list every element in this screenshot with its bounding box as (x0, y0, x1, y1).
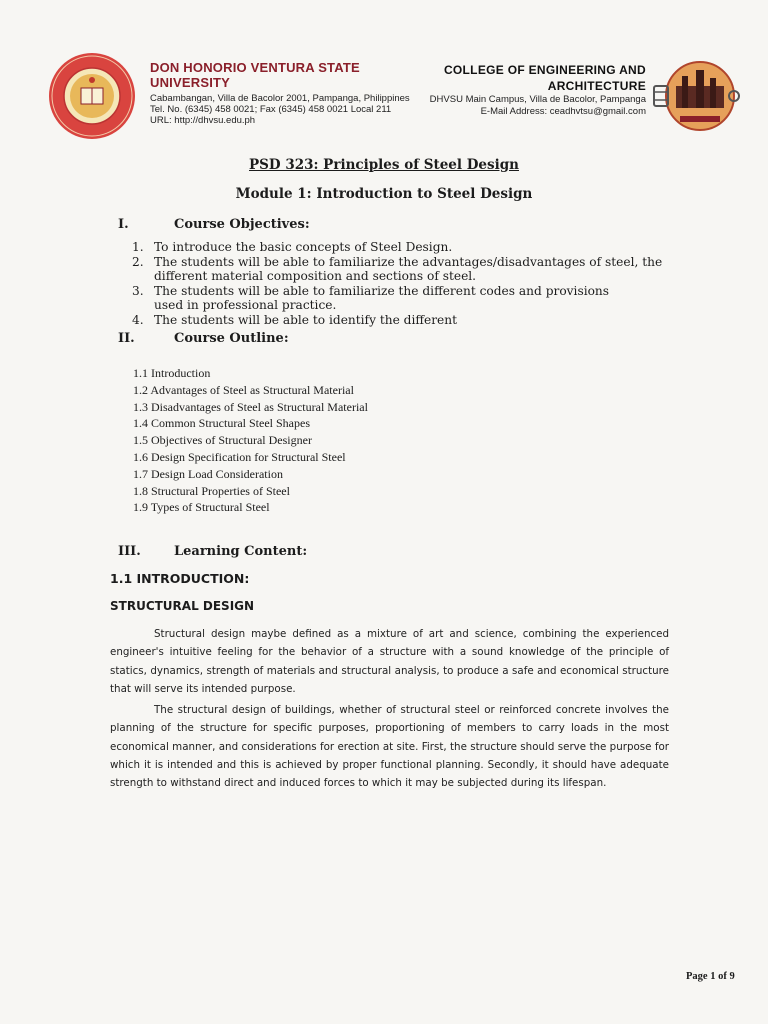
item-number: 4. (132, 312, 144, 327)
university-name: DON HONORIO VENTURA STATE UNIVERSITY (150, 60, 360, 90)
course-title: PSD 323: Principles of Steel Design (249, 157, 519, 173)
section-number: II. (118, 331, 135, 346)
university-url: URL: http://dhvsu.edu.ph (150, 115, 256, 126)
paragraph: The structural design of buildings, whether of structural steel or reinforced concrete involves the planning of the structure for specific purposes, proportioning of members to carry loads in the most economical manner, and considerations for erection at site. First, the structure should serve the purpose for which it is intended and this is achieved by proper functional planning. Secondly, it should have adequate strength to withstand direct and induced forces to which it may be subjected during its lifespan. (110, 704, 669, 790)
college-info (420, 62, 646, 118)
college-seal-icon (650, 56, 740, 136)
outline-item: 1.7 Design Load Consideration (133, 466, 283, 481)
item-text: To introduce the basic concepts of Steel Design. (154, 240, 453, 254)
paragraph: Structural design maybe defined as a mixture of art and science, combining the experienced engineer's intuitive feeling for the behavior of a structure with a sound knowledge of the principle of statics, dynamics, strength of materials and structural analysis, to produce a safe and economical structure that will serve its intended purpose. (110, 628, 669, 695)
list-item (132, 255, 692, 284)
outline-item: 1.1 Introduction (133, 366, 211, 380)
item-number: 3. (132, 283, 144, 298)
college-campus: DHVSU Main Campus, Villa de Bacolor, Pampanga (429, 94, 646, 105)
page-number: Page 1 of 9 (686, 971, 735, 982)
module-title: Module 1: Introduction to Steel Design (235, 186, 533, 202)
course-outline-list (133, 365, 368, 516)
outline-item: 1.4 Common Structural Steel Shapes (133, 416, 310, 431)
item-text: The students will be able to familiarize the advantages/disadvantages of steel, the different material composition and sections of steel. (154, 254, 663, 284)
outline-item: 1.5 Objectives of Structural Designer (133, 433, 312, 448)
university-address: Cabambangan, Villa de Bacolor 2001, Pampanga, Philippines (150, 93, 410, 104)
section-number: III. (118, 544, 141, 559)
section-title: Course Outline: (174, 331, 289, 346)
item-number: 2. (132, 254, 144, 269)
college-name-line1: COLLEGE OF ENGINEERING AND (443, 63, 646, 77)
list-item (132, 284, 692, 313)
item-text: The students will be able to identify the different (154, 312, 458, 327)
section-number: I. (118, 217, 129, 232)
item-text: The students will be able to familiarize the different codes and provisions used in professional practice. (154, 283, 610, 313)
outline-item: 1.3 Disadvantages of Steel as Structural Material (133, 399, 368, 414)
list-item (132, 313, 692, 328)
structural-design-heading: STRUCTURAL DESIGN (110, 599, 255, 613)
outline-item: 1.6 Design Specification for Structural Steel (133, 449, 346, 464)
objectives-list (132, 240, 692, 328)
university-info (150, 60, 420, 126)
outline-item: 1.9 Types of Structural Steel (133, 500, 270, 515)
section-objectives-heading (118, 217, 310, 232)
outline-item: 1.8 Structural Properties of Steel (133, 483, 290, 498)
section-outline-heading (118, 331, 289, 346)
list-item (132, 240, 692, 255)
college-name-line2: ARCHITECTURE (547, 79, 646, 93)
intro-heading: 1.1 INTRODUCTION: (110, 571, 250, 586)
item-number: 1. (132, 240, 144, 254)
section-title: Learning Content: (174, 544, 308, 559)
section-learning-heading (118, 544, 307, 559)
outline-item: 1.2 Advantages of Steel as Structural Material (133, 382, 354, 397)
university-seal-icon (48, 52, 136, 140)
college-email: E-Mail Address: ceadhvtsu@gmail.com (480, 106, 646, 117)
university-phone: Tel. No. (6345) 458 0021; Fax (6345) 458 0021 Local 211 (150, 104, 392, 115)
section-title: Course Objectives: (174, 217, 310, 232)
